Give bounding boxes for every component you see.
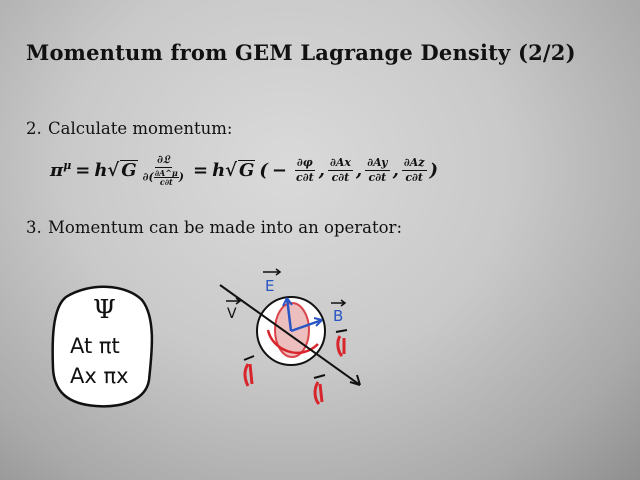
item-number: 2.	[26, 119, 42, 138]
red-scribble-2	[338, 336, 344, 356]
psi-symbol: Ψ	[93, 295, 116, 325]
equation-lhs: $\pi^\mu$	[50, 159, 72, 181]
b-label-arrow	[331, 300, 345, 306]
momentum-equation: $\pi^\mu$ = h√ G ∂𝔏 ∂( $\frac{\partial A\^{}\mu}{c\partial t}$ ) = h√ G ( − $\frac{\partial\varphi}{c\partial t}$ , $\frac{\partial Ax}{c\partial t}$ , $\frac{\partial Ay}{c\partial t}$ , $\frac{\partial Az}{c\partial t}$ )	[50, 153, 439, 187]
time-operator-text: At πt	[70, 334, 120, 358]
black-tick-1	[244, 356, 254, 360]
equation-coefficient-2: h√ G	[212, 159, 255, 181]
b-field-label: B	[333, 307, 344, 325]
lagrangian-derivative-fraction: ∂𝔏 ∂( $\frac{\partial A\^{}\mu}{c\partial t}$ )	[142, 153, 184, 187]
space-operator-text: Ax πx	[70, 364, 129, 388]
page-title: Momentum from GEM Lagrange Density (2/2)	[26, 40, 576, 65]
term-phi: $\frac{\partial\varphi}{c\partial t}$	[296, 155, 314, 184]
operator-note	[53, 287, 152, 406]
item-number: 3.	[26, 218, 42, 237]
field-sphere-diagram	[220, 269, 360, 404]
term-az: $\frac{\partial Az}{c\partial t}$	[403, 155, 425, 184]
red-scribble-1	[245, 364, 252, 386]
term-ay: $\frac{\partial Ay}{c\partial t}$	[367, 155, 388, 184]
black-tick-3	[314, 375, 325, 378]
velocity-label: V	[227, 306, 237, 322]
item-text: Calculate momentum:	[48, 119, 233, 138]
term-ax: $\frac{\partial Ax}{c\partial t}$	[329, 155, 351, 184]
e-field-label: E	[265, 277, 275, 295]
v-label-arrow	[226, 298, 240, 304]
equation-coefficient-1: h√ G	[94, 159, 137, 181]
e-label-arrow	[263, 269, 280, 275]
black-tick-2	[336, 330, 347, 332]
red-scribble-3	[315, 382, 322, 404]
item-text: Momentum can be made into an operator:	[48, 218, 403, 237]
